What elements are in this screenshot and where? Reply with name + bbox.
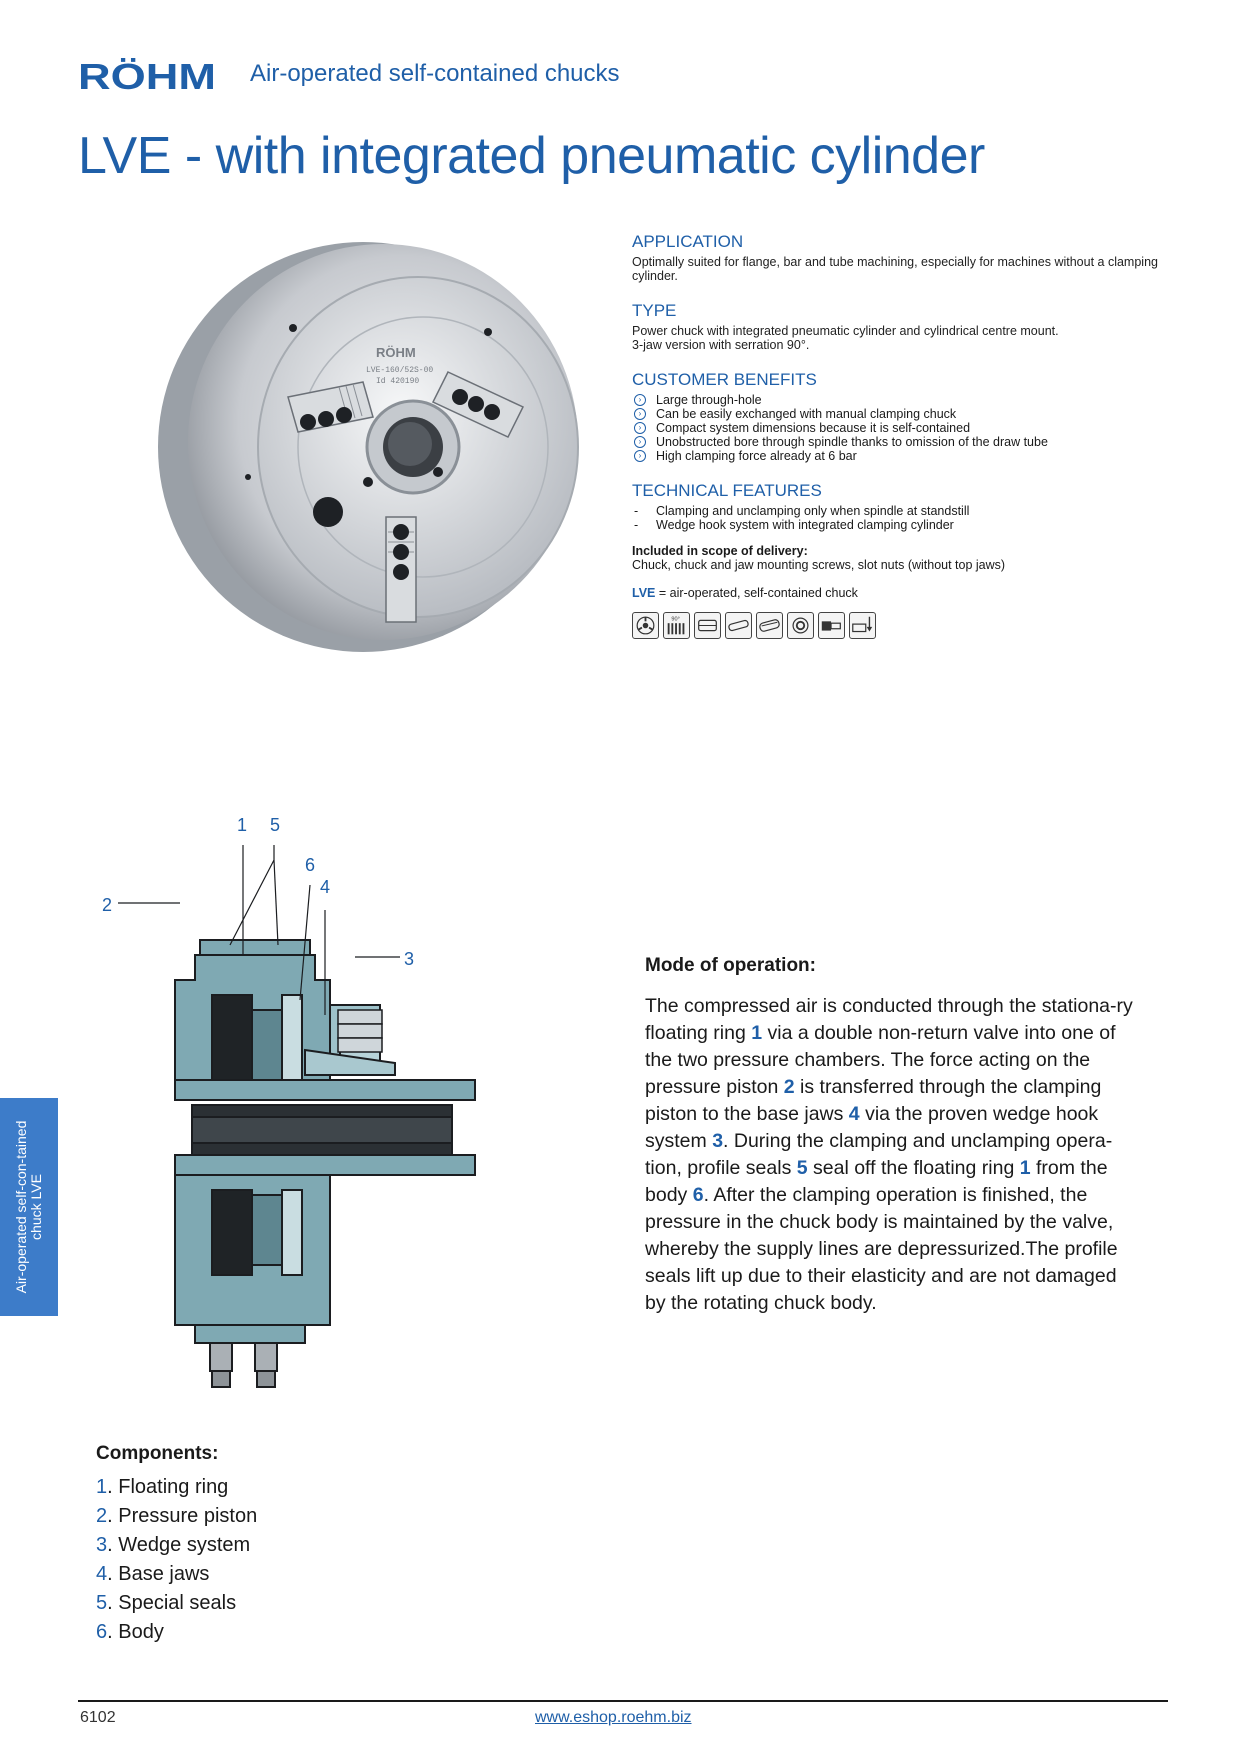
scope-text: Chuck, chuck and jaw mounting screws, slot nuts (without top jaws) bbox=[632, 558, 1006, 572]
tech-item: - Clamping and unclamping only when spindle at standstill bbox=[634, 504, 970, 518]
scope-title: Included in scope of delivery: bbox=[632, 544, 808, 558]
component-item: 1. Floating ring bbox=[96, 1476, 229, 1498]
tech-item: - Wedge hook system with integrated clamping cylinder bbox=[634, 518, 954, 532]
mode-of-operation-title: Mode of operation: bbox=[645, 955, 816, 976]
page-number: 6102 bbox=[80, 1709, 116, 1726]
component-item: 6. Body bbox=[96, 1621, 164, 1643]
arrow-circle-icon: › bbox=[634, 436, 646, 448]
benefit-item: › Large through-hole bbox=[632, 393, 1172, 407]
application-heading: APPLICATION bbox=[632, 232, 744, 251]
side-tab-label: Air-operated self-con-tained chuck LVE bbox=[13, 1120, 44, 1294]
benefits-list bbox=[632, 393, 1172, 463]
cross-section-drawing bbox=[100, 815, 500, 1390]
callout-6: 6 bbox=[305, 855, 316, 875]
component-item: 5. Special seals bbox=[96, 1592, 237, 1614]
arrow-circle-icon: › bbox=[634, 408, 646, 420]
type-text bbox=[632, 324, 1172, 352]
product-info bbox=[632, 232, 1172, 639]
component-item: 3. Wedge system bbox=[96, 1534, 251, 1556]
eshop-link[interactable]: www.eshop.roehm.biz bbox=[535, 1709, 692, 1726]
callout-3: 3 bbox=[404, 949, 415, 969]
benefit-item: › Unobstructed bore through spindle thanks to omission of the draw tube bbox=[632, 435, 1172, 449]
component-item: 4. Base jaws bbox=[96, 1563, 210, 1585]
bar-machining-icon bbox=[725, 612, 752, 639]
footer-divider bbox=[78, 1700, 1168, 1702]
benefit-item: › Compact system dimensions because it is self-contained bbox=[632, 421, 1172, 435]
components-title: Components: bbox=[96, 1443, 219, 1464]
arrow-circle-icon: › bbox=[634, 394, 646, 406]
tube-machining-icon bbox=[756, 612, 783, 639]
type-text-line-1: Power chuck with integrated pneumatic cylinder and cylindrical centre mount. bbox=[632, 324, 1059, 338]
section-side-tab bbox=[0, 1098, 58, 1316]
components-list bbox=[96, 1473, 257, 1647]
callout-2: 2 bbox=[102, 895, 113, 915]
engraving-brand: RÖHM bbox=[376, 345, 416, 360]
type-heading: TYPE bbox=[632, 301, 677, 320]
benefits-heading: CUSTOMER BENEFITS bbox=[632, 370, 817, 389]
tech-list bbox=[632, 504, 1172, 532]
flange-machining-icon bbox=[694, 612, 721, 639]
through-hole-icon bbox=[787, 612, 814, 639]
component-item: 2. Pressure piston bbox=[96, 1505, 258, 1527]
page-title: LVE - with integrated pneumatic cylinder bbox=[78, 127, 985, 185]
serration-90-icon bbox=[663, 612, 690, 639]
callout-5: 5 bbox=[270, 815, 281, 835]
spindle-mount-icon bbox=[818, 612, 845, 639]
engraving-model: LVE-160/52S-00 bbox=[366, 366, 434, 375]
arrow-circle-icon: › bbox=[634, 450, 646, 462]
benefit-item: › High clamping force already at 6 bar bbox=[632, 449, 1172, 463]
type-text-line-2: 3-jaw version with serration 90°. bbox=[632, 338, 810, 352]
three-jaw-chuck-icon bbox=[632, 612, 659, 639]
lve-definition: LVE = air-operated, self-contained chuck bbox=[632, 586, 858, 600]
callout-1: 1 bbox=[237, 815, 248, 835]
tech-heading: TECHNICAL FEATURES bbox=[632, 481, 822, 500]
clamping-force-icon bbox=[849, 612, 876, 639]
callout-4: 4 bbox=[320, 877, 331, 897]
chuck-product-photo bbox=[148, 232, 608, 662]
mode-of-operation-text: The compressed air is conducted through the stationa-ry floating ring 1 via a double non-return valve into one of the two pressure chambers. The force acting on the pressure piston 2 is transferred through the clamping piston to the base jaws 4 via the proven wedge hook system 3. During the clamping and unclamping opera-tion, profile seals 5 seal off the floating ring 1 from the body 6. After the clamping operation is finished, the pressure in the chuck body is maintained by the valve, whereby the supply lines are depressurized.The profile seals lift up due to their elasticity and are not damaged by the rotating chuck body. bbox=[645, 995, 1133, 1314]
application-text: Optimally suited for flange, bar and tube machining, especially for machines without a clamping cylinder. bbox=[632, 255, 1158, 283]
logo-text: RÖHM bbox=[78, 56, 216, 96]
benefit-item: › Can be easily exchanged with manual clamping chuck bbox=[632, 407, 1172, 421]
engraving-id: Id 420190 bbox=[376, 377, 420, 386]
svg-text:90°: 90° bbox=[671, 616, 680, 623]
feature-icon-row bbox=[632, 612, 1172, 639]
arrow-circle-icon: › bbox=[634, 422, 646, 434]
roehm-logo bbox=[78, 56, 218, 96]
page-subtitle: Air-operated self-contained chucks bbox=[250, 60, 620, 87]
